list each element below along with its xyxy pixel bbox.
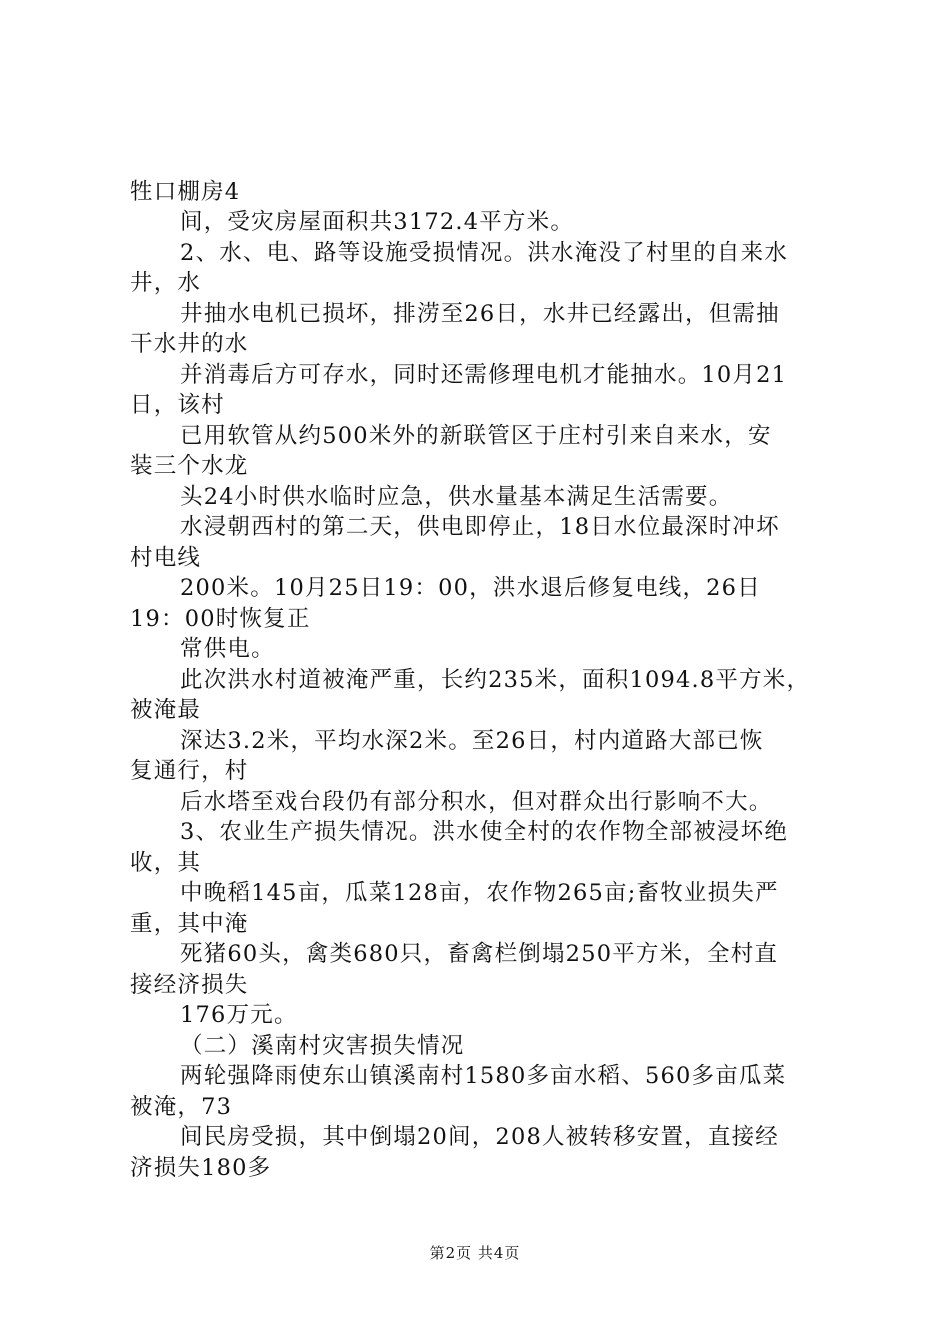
text-line: 176万元。 bbox=[180, 1002, 298, 1028]
text-line: 牲口棚房4 bbox=[130, 179, 241, 205]
text-line: 复通行，村 bbox=[130, 758, 249, 784]
text-line: 井，水 bbox=[130, 270, 202, 296]
text-line: 被淹，73 bbox=[130, 1094, 233, 1120]
text-line: 日，该村 bbox=[130, 392, 225, 418]
text-line: 两轮强降雨使东山镇溪南村1580多亩水稻、560多亩瓜菜 bbox=[180, 1063, 787, 1089]
text-line: 干水井的水 bbox=[130, 331, 249, 357]
text-line: 200米。10月25日19：00，洪水退后修复电线，26日 bbox=[180, 575, 761, 601]
text-line: 水浸朝西村的第二天，供电即停止，18日水位最深时冲坏 bbox=[180, 514, 780, 540]
text-line: 头24小时供水临时应急，供水量基本满足生活需要。 bbox=[180, 484, 733, 510]
text-line: 19：00时恢复正 bbox=[130, 606, 311, 632]
text-line: 间民房受损，其中倒塌20间，208人被转移安置，直接经 bbox=[180, 1124, 779, 1150]
text-line: 接经济损失 bbox=[130, 972, 249, 998]
text-line: 3、农业生产损失情况。洪水使全村的农作物全部被浸坏绝 bbox=[180, 819, 789, 845]
text-line: 后水塔至戏台段仍有部分积水，但对群众出行影响不大。 bbox=[180, 789, 773, 815]
section-heading: （二）溪南村灾害损失情况 bbox=[180, 1033, 465, 1059]
text-line: 常供电。 bbox=[180, 636, 275, 662]
text-line: 间，受灾房屋面积共3172.4平方米。 bbox=[180, 209, 575, 235]
text-line: 井抽水电机已损坏，排涝至26日，水井已经露出，但需抽 bbox=[180, 301, 780, 327]
page-footer: 第2页 共4页 bbox=[429, 1244, 521, 1262]
text-line: 并消毒后方可存水，同时还需修理电机才能抽水。10月21 bbox=[180, 362, 788, 388]
text-line: 此次洪水村道被淹严重，长约235米，面积1094.8平方米， bbox=[180, 667, 811, 693]
text-line: 装三个水龙 bbox=[130, 453, 249, 479]
text-line: 村电线 bbox=[130, 545, 202, 571]
text-line: 2、水、电、路等设施受损情况。洪水淹没了村里的自来水 bbox=[180, 240, 789, 266]
text-line: 深达3.2米，平均水深2米。至26日，村内道路大部已恢 bbox=[180, 728, 764, 754]
text-line: 济损失180多 bbox=[130, 1155, 272, 1181]
text-line: 收，其 bbox=[130, 850, 202, 876]
text-line: 已用软管从约500米外的新联管区于庄村引来自来水，安 bbox=[180, 423, 772, 449]
text-line: 中晚稻145亩，瓜菜128亩，农作物265亩;畜牧业损失严 bbox=[180, 880, 779, 906]
text-line: 被淹最 bbox=[130, 697, 202, 723]
text-line: 重，其中淹 bbox=[130, 911, 249, 937]
text-line: 死猪60头，禽类680只，畜禽栏倒塌250平方米，全村直 bbox=[180, 941, 779, 967]
